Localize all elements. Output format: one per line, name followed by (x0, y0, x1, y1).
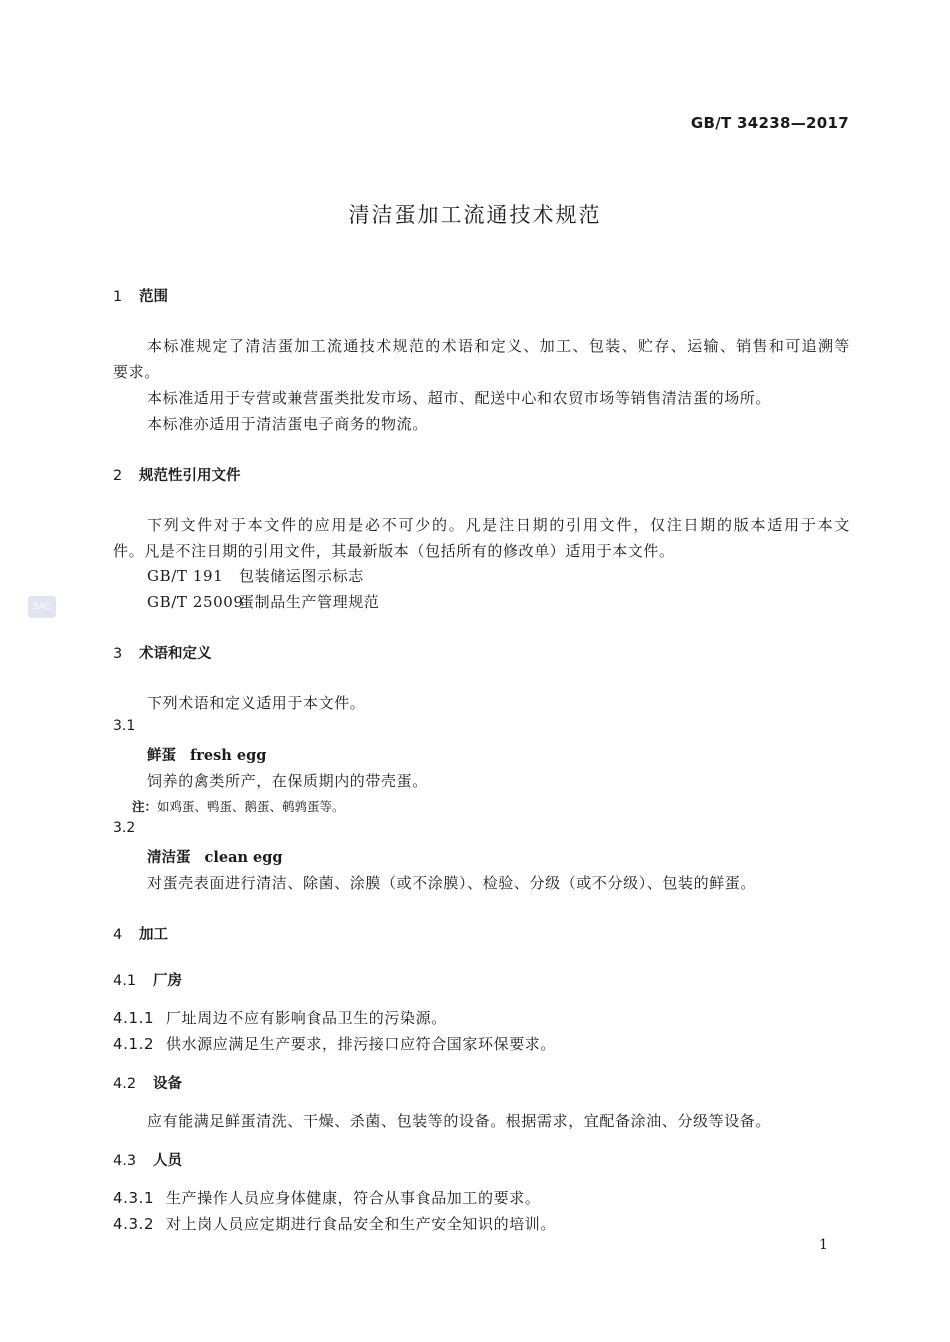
section-1-title: 范围 (139, 289, 168, 305)
section-2-heading (113, 464, 241, 485)
clause-text: 对上岗人员应定期进行食品安全和生产安全知识的培训。 (166, 1215, 557, 1233)
term-heading (147, 744, 266, 765)
term-number: 3.1 (113, 718, 136, 734)
section-2-number: 2 (113, 468, 123, 484)
clause-number: 4.3.1 (113, 1189, 155, 1207)
term-number: 3.2 (113, 820, 136, 836)
clause (113, 1007, 447, 1028)
clause (113, 1187, 540, 1208)
section-2-para1-line1: 下列文件对于本文件的应用是必不可少的。凡是注日期的引用文件，仅注日期的版本适用于本文 (147, 516, 850, 534)
section-3-intro: 下列术语和定义适用于本文件。 (147, 694, 366, 712)
clause-text: 供水源应满足生产要求，排污接口应符合国家环保要求。 (166, 1035, 557, 1053)
section-1-para1-line1: 本标准规定了清洁蛋加工流通技术规范的术语和定义、加工、包装、贮存、运输、销售和可追溯等 (147, 337, 850, 355)
standard-number: GB/T 34238—2017 (690, 114, 849, 132)
term-note-text: 如鸡蛋、鸭蛋、鹅蛋、鹌鹑蛋等。 (157, 799, 345, 814)
term-en: fresh egg (190, 747, 267, 764)
term-note (132, 797, 345, 815)
clause (113, 1033, 556, 1054)
term-zh: 鲜蛋 (147, 747, 176, 764)
section-2-title: 规范性引用文件 (139, 468, 241, 484)
clause-number: 4.3.2 (113, 1215, 155, 1233)
subsection-number: 4.1 (113, 973, 137, 989)
term-en: clean egg (204, 849, 283, 866)
term-zh: 清洁蛋 (147, 849, 191, 866)
sac-watermark-logo: SAC (28, 596, 56, 618)
term-heading (147, 846, 283, 867)
clause-number: 4.1.1 (113, 1009, 155, 1027)
clause-number: 4.1.2 (113, 1035, 155, 1053)
subsection-title: 设备 (153, 1076, 182, 1092)
reference-name: 蛋制品生产管理规范 (239, 593, 380, 611)
page-number: 1 (819, 1237, 828, 1253)
clause (113, 1213, 556, 1234)
term-definition: 饲养的禽类所产，在保质期内的带壳蛋。 (147, 772, 428, 790)
normative-reference (147, 565, 364, 586)
subsection-title: 人员 (153, 1153, 182, 1169)
reference-name: 包装储运图示标志 (239, 567, 364, 585)
term-definition: 对蛋壳表面进行清洁、除菌、涂膜（或不涂膜）、检验、分级（或不分级）、包装的鲜蛋。 (147, 874, 757, 892)
section-2-para1-line2: 件。凡是不注日期的引用文件，其最新版本（包括所有的修改单）适用于本文件。 (113, 542, 675, 560)
subsection-4-2-heading (113, 1072, 182, 1093)
subsection-4-3-heading (113, 1149, 182, 1170)
section-1-heading (113, 285, 168, 306)
section-4-heading (113, 923, 168, 944)
section-1-number: 1 (113, 289, 123, 305)
section-1-para1-line2: 要求。 (113, 363, 160, 381)
section-1-para3: 本标准亦适用于清洁蛋电子商务的物流。 (147, 415, 428, 433)
normative-reference (147, 591, 379, 612)
section-4-title: 加工 (139, 927, 168, 943)
reference-code: GB/T 191 (147, 567, 224, 585)
section-3-heading (113, 642, 212, 663)
section-4-number: 4 (113, 927, 123, 943)
subsection-4-2-text: 应有能满足鲜蛋清洗、干燥、杀菌、包装等的设备。根据需求，宜配备涂油、分级等设备。 (147, 1112, 772, 1130)
reference-code: GB/T 25009 (147, 593, 244, 611)
section-3-title: 术语和定义 (139, 646, 212, 662)
clause-text: 生产操作人员应身体健康，符合从事食品加工的要求。 (166, 1189, 541, 1207)
clause-text: 厂址周边不应有影响食品卫生的污染源。 (166, 1009, 447, 1027)
section-1-para2: 本标准适用于专营或兼营蛋类批发市场、超市、配送中心和农贸市场等销售清洁蛋的场所。 (147, 389, 772, 407)
term-note-label: 注： (132, 799, 158, 814)
section-3-number: 3 (113, 646, 123, 662)
subsection-title: 厂房 (153, 973, 182, 989)
subsection-number: 4.2 (113, 1076, 137, 1092)
subsection-4-1-heading (113, 969, 182, 990)
document-title: 清洁蛋加工流通技术规范 (348, 203, 602, 227)
subsection-number: 4.3 (113, 1153, 137, 1169)
